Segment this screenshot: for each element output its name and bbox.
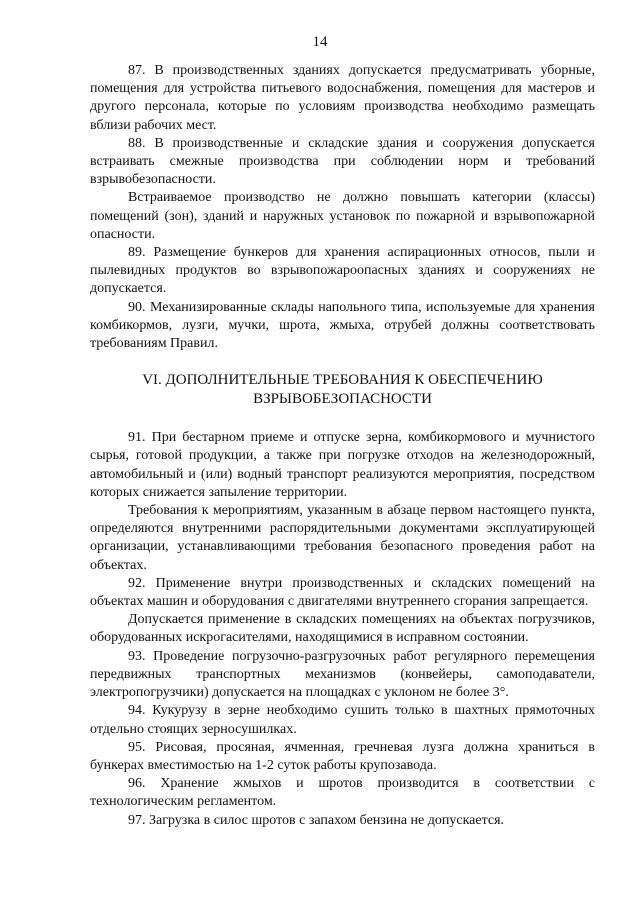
section-heading: [90, 371, 595, 409]
paragraph-91-continued: Требования к мероприятиям, указанным в абзаце первом настоящего пункта, определяются внутренними распорядительными документами эксплуатирующей организации, устанавливающими требования безопасного проведения работ на объектах.: [90, 503, 595, 573]
paragraph-92: 92. Применение внутри производственных и складских помещений на объектах машин и оборудования с двигателями внутреннего сгорания запрещается.: [90, 575, 595, 610]
paragraph-91: 91. При бестарном приеме и отпуске зерна, комбикормового и мучнистого сырья, готовой продукции, а также при погрузке отходов на железнодорожный, автомобильный и (или) водный транспорт реализуются мероприятия, посредством которых снижается запыление территории.: [90, 430, 595, 500]
paragraph-88: 88. В производственные и складские здания и сооружения допускается встраивать смежные производства при соблюдении норм и требований взрывобезопасности.: [90, 135, 595, 188]
paragraph-88-continued: Встраиваемое производство не должно повышать категории (классы) помещений (зон), зданий и наружных установок по пожарной и взрывопожарной опасности.: [90, 190, 595, 242]
document-body: [90, 62, 595, 830]
section-heading-line-2: ВЗРЫВОБЕЗОПАСНОСТИ: [253, 391, 432, 408]
paragraph-93: 93. Проведение погрузочно-разгрузочных работ регулярного перемещения передвижных транспортных механизмов (конвейеры, самоподаватели, электропогрузчики) допускается на площадках с уклоном не более 3°.: [90, 648, 595, 701]
paragraph-92-continued: Допускается применение в складских помещениях на объектах погрузчиков, оборудованных искрогасителями, находящимися в исправном состоянии.: [90, 612, 595, 646]
paragraph-96: 96. Хранение жмыхов и шротов производится в соответствии с технологическим регламентом.: [90, 776, 595, 810]
paragraph-97: 97. Загрузка в силос шротов с запахом бензина не допускается.: [128, 812, 505, 828]
paragraph-94: 94. Кукурузу в зерне необходимо сушить только в шахтных прямоточных отдельно стоящих зерносушилках.: [90, 703, 595, 737]
paragraph-87: 87. В производственных зданиях допускается предусматривать уборные, помещения для устройства питьевого водоснабжения, помещения для мастеров и другого персонала, которые по условиям производства необходимо размещать вблизи рабочих мест.: [90, 63, 595, 133]
paragraph-95: 95. Рисовая, просяная, ячменная, гречневая лузга должна храниться в бункерах вместимостью на 1-2 суток работы крупозавода.: [90, 739, 595, 773]
page-number: 14: [312, 34, 328, 50]
section-heading-line-1: VI. ДОПОЛНИТЕЛЬНЫЕ ТРЕБОВАНИЯ К ОБЕСПЕЧЕНИЮ: [142, 372, 543, 389]
paragraph-90: 90. Механизированные склады напольного типа, используемые для хранения комбикормов, лузги, мучки, шрота, жмыха, отрубей должны соответствовать требованиям Правил.: [90, 299, 595, 352]
paragraph-89: 89. Размещение бункеров для хранения аспирационных относов, пыли и пылевидных продуктов во взрывопожароопасных зданиях и сооружениях не допускается.: [90, 245, 595, 297]
